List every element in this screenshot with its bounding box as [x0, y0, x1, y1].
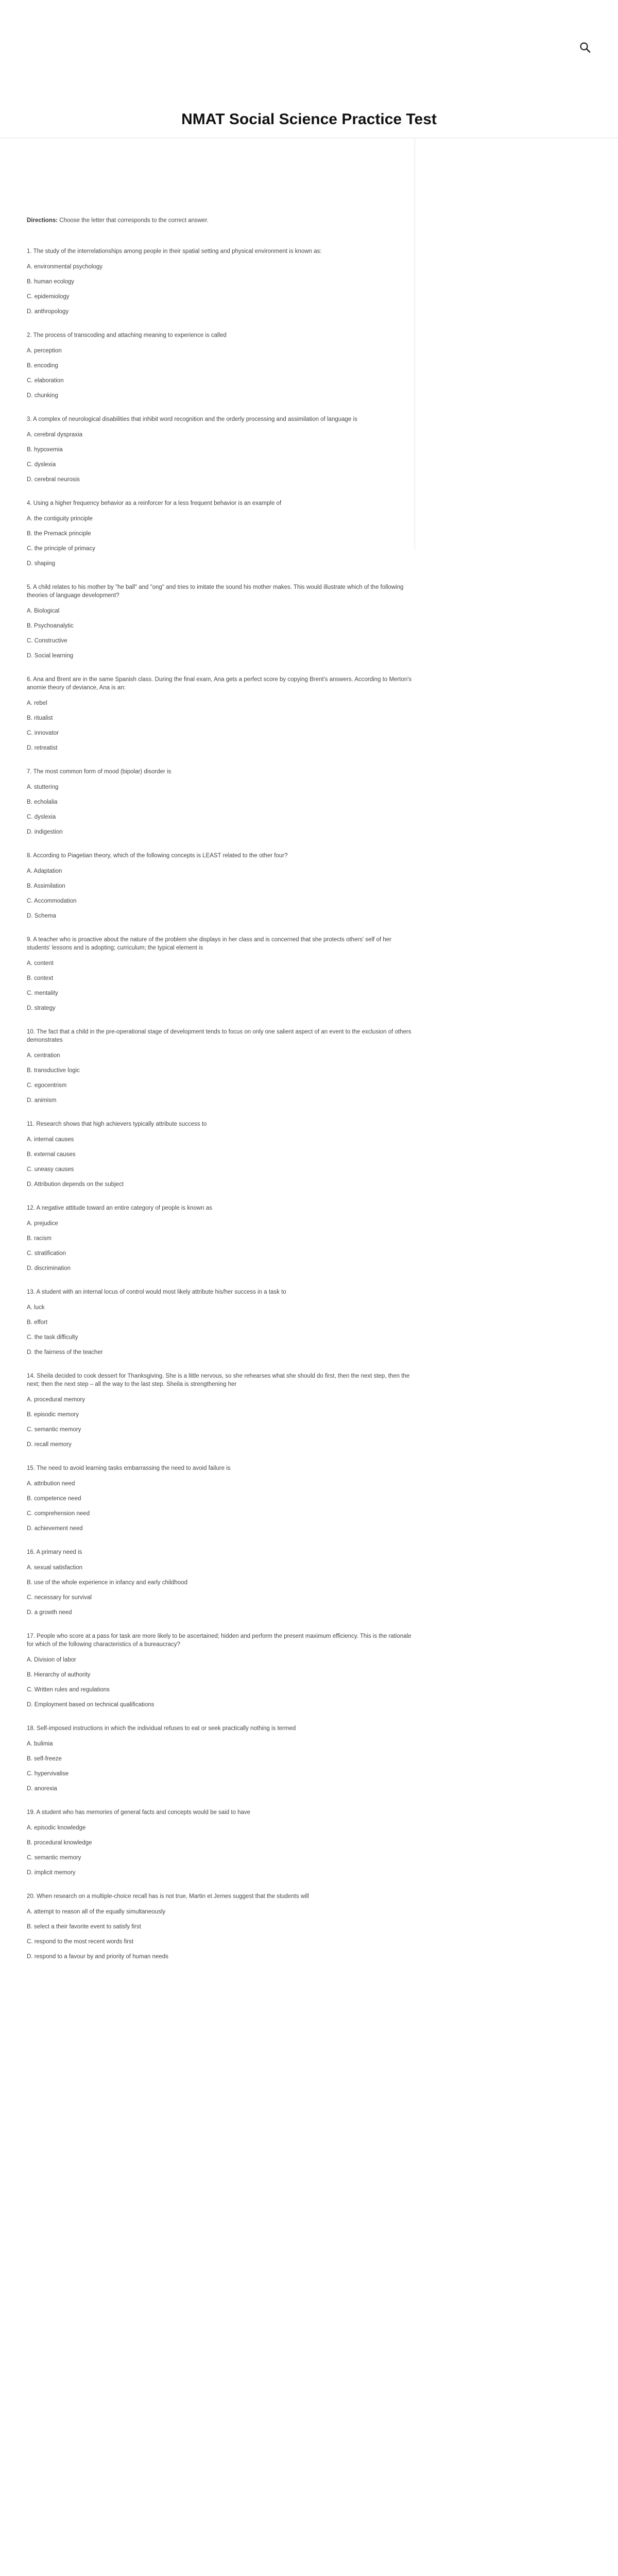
question-item [27, 1372, 414, 1449]
answer-option: A. perception [27, 348, 62, 354]
answer-option: C. semantic memory [27, 1427, 81, 1433]
answer-option: A. the contiguity principle [27, 516, 93, 522]
question-text: 13. A student with an internal locus of control would most likely attribute his/her success in a task to [27, 1289, 286, 1295]
answer-option: A. prejudice [27, 1221, 58, 1227]
answer-option: A. Division of labor [27, 1657, 76, 1663]
answer-option: C. mentality [27, 990, 58, 996]
question-item [27, 1028, 414, 1105]
question-text: 2. The process of transcoding and attaching meaning to experience is called [27, 332, 227, 338]
answer-option: A. bulimia [27, 1741, 53, 1747]
answer-option: D. Employment based on technical qualifications [27, 1702, 154, 1708]
answer-option: D. indigestion [27, 829, 63, 835]
question-item [27, 1548, 414, 1617]
answer-option: D. Attribution depends on the subject [27, 1181, 124, 1188]
top-bar [0, 0, 618, 98]
question-text: 19. A student who has memories of general facts and concepts would be said to have [27, 1809, 251, 1816]
answer-option: B. hypoxemia [27, 447, 63, 453]
answer-option: D. the fairness of the teacher [27, 1349, 103, 1355]
answer-option: A. centration [27, 1053, 60, 1059]
answer-option: B. self-freeze [27, 1756, 62, 1762]
answer-option: C. epidemiology [27, 294, 70, 300]
question-item [27, 583, 414, 660]
answer-option: C. necessary for survival [27, 1595, 92, 1601]
answer-option: A. environmental psychology [27, 264, 103, 270]
answer-option: C. the principle of primacy [27, 546, 95, 552]
search-icon[interactable] [579, 41, 591, 54]
question-text: 9. A teacher who is proactive about the nature of the problem she displays in her class and is concerned that she protects others' self of her students' lessons and is adopting; curriculum; the typical element is [27, 937, 391, 951]
answer-option: D. a growth need [27, 1609, 72, 1616]
question-item [27, 331, 414, 400]
answer-option: B. procedural knowledge [27, 1840, 92, 1846]
question-text: 7. The most common form of mood (bipolar) disorder is [27, 769, 171, 775]
answer-option: C. stratification [27, 1250, 66, 1257]
question-text: 18. Self-imposed instructions in which the individual refuses to eat or seek practically nothing is termed [27, 1725, 296, 1732]
question-text: 14. Sheila decided to cook dessert for Thanksgiving. She is a little nervous, so she rehearses what she should do first, then the next step, then the next; then the next step – all the way to the last step. Sheila is strengthening her [27, 1373, 410, 1387]
answer-option: D. recall memory [27, 1442, 72, 1448]
answer-option: B. Psychoanalytic [27, 623, 74, 629]
directions [27, 216, 414, 225]
answer-option: D. chunking [27, 393, 58, 399]
answer-option: A. episodic knowledge [27, 1825, 86, 1831]
question-item [27, 1808, 414, 1877]
answer-option: B. effort [27, 1319, 48, 1326]
answer-option: C. egocentrism [27, 1082, 67, 1089]
answer-option: A. procedural memory [27, 1397, 85, 1403]
answer-option: A. internal causes [27, 1137, 74, 1143]
question-text: 1. The study of the interrelationships among people in their spatial setting and physical environment is known as: [27, 248, 322, 255]
answer-option: B. encoding [27, 363, 58, 369]
answer-option: B. ritualist [27, 715, 53, 721]
question-item [27, 1204, 414, 1273]
answer-option: C. semantic memory [27, 1855, 81, 1861]
question-list [27, 216, 414, 1976]
answer-option: B. transductive logic [27, 1067, 80, 1074]
answer-option: D. Schema [27, 913, 56, 919]
answer-option: B. competence need [27, 1496, 81, 1502]
answer-option: A. attribution need [27, 1481, 75, 1487]
question-text: 11. Research shows that high achievers typically attribute success to [27, 1121, 207, 1127]
question-item [27, 1892, 414, 1961]
page-title: NMAT Social Science Practice Test [181, 111, 437, 128]
answer-option: A. Biological [27, 608, 60, 614]
answer-option: D. anorexia [27, 1786, 57, 1792]
answer-option: B. use of the whole experience in infancy and early childhood [27, 1580, 187, 1586]
answer-option: A. Adaptation [27, 868, 62, 874]
question-item [27, 1464, 414, 1533]
question-item [27, 1724, 414, 1793]
answer-option: B. context [27, 975, 54, 981]
question-text: 6. Ana and Brent are in the same Spanish class. During the final exam, Ana gets a perfect score by copying Brent's answers. According to Merton's anomie theory of deviance, Ana is an: [27, 676, 412, 691]
question-item [27, 768, 414, 836]
answer-option: D. achievement need [27, 1526, 83, 1532]
answer-option: D. respond to a favour by and priority of human needs [27, 1954, 168, 1960]
question-text: 15. The need to avoid learning tasks embarrassing the need to avoid failure is [27, 1465, 231, 1471]
question-item [27, 852, 414, 920]
answer-option: A. content [27, 960, 54, 967]
answer-option: B. human ecology [27, 279, 75, 285]
question-text: 5. A child relates to his mother by "he ball" and "ong" and tries to imitate the sound his mother makes. This would illustrate which of the following theories of language development? [27, 584, 404, 599]
directions-text: Choose the letter that corresponds to the correct answer. [58, 217, 209, 224]
answer-option: C. Written rules and regulations [27, 1687, 110, 1693]
question-item [27, 1120, 414, 1189]
answer-option: C. comprehension need [27, 1511, 90, 1517]
answer-option: D. strategy [27, 1005, 56, 1011]
question-item [27, 675, 414, 752]
answer-option: D. shaping [27, 561, 55, 567]
question-text: 3. A complex of neurological disabilities that inhibit word recognition and the orderly processing and assimilation of language is [27, 416, 357, 422]
answer-option: D. cerebral neurosis [27, 477, 80, 483]
answer-option: C. dyslexia [27, 814, 56, 820]
answer-option: D. Social learning [27, 653, 74, 659]
answer-option: A. sexual satisfaction [27, 1565, 83, 1571]
question-item [27, 247, 414, 316]
answer-option: C. innovator [27, 730, 59, 736]
answer-option: D. anthropology [27, 309, 69, 315]
answer-option: B. the Premack principle [27, 531, 91, 537]
question-item [27, 1288, 414, 1357]
question-text: 8. According to Piagetian theory, which of the following concepts is LEAST related to the other four? [27, 853, 288, 859]
answer-option: D. animism [27, 1097, 57, 1104]
question-item [27, 499, 414, 568]
answer-option: B. echolalia [27, 799, 58, 805]
question-item [27, 936, 414, 1012]
question-item [27, 415, 414, 484]
answer-option: A. luck [27, 1304, 45, 1311]
answer-option: D. implicit memory [27, 1870, 76, 1876]
answer-option: D. discrimination [27, 1265, 71, 1272]
answer-option: A. attempt to reason all of the equally simultaneously [27, 1909, 166, 1915]
answer-option: C. Constructive [27, 638, 67, 644]
answer-option: D. retreatist [27, 745, 58, 751]
question-text: 17. People who score at a pass for task are more likely to be ascertained; hidden and perform the present maximum efficiency. This is the rationale for which of the following characteristics of a bureaucracy? [27, 1633, 411, 1648]
answer-option: A. cerebral dyspraxia [27, 432, 83, 438]
question-text: 20. When research on a multiple-choice recall has is not true, Martin et Jemes suggest that the students will [27, 1893, 309, 1900]
answer-option: B. select a their favorite event to satisfy first [27, 1924, 141, 1930]
answer-option: C. respond to the most recent words first [27, 1939, 134, 1945]
directions-label: Directions: [27, 217, 58, 224]
answer-option: A. stuttering [27, 784, 59, 790]
answer-option: C. dyslexia [27, 462, 56, 468]
question-text: 10. The fact that a child in the pre-operational stage of development tends to focus on only one salient aspect of an event to the exclusion of others demonstrates [27, 1029, 411, 1043]
answer-option: B. episodic memory [27, 1412, 79, 1418]
answer-option: C. Accommodation [27, 898, 77, 904]
answer-option: C. hypervivalise [27, 1771, 69, 1777]
answer-option: B. racism [27, 1235, 52, 1242]
question-item [27, 1632, 414, 1709]
answer-option: B. Assimilation [27, 883, 65, 889]
answer-option: B. external causes [27, 1151, 76, 1158]
answer-option: B. Hierarchy of authority [27, 1672, 91, 1678]
answer-option: C. uneasy causes [27, 1166, 74, 1173]
answer-option: C. the task difficulty [27, 1334, 78, 1341]
question-text: 4. Using a higher frequency behavior as a reinforcer for a less frequent behavior is an example of [27, 500, 282, 506]
answer-option: C. elaboration [27, 378, 64, 384]
answer-option: A. rebel [27, 700, 47, 706]
question-text: 16. A primary need is [27, 1549, 82, 1555]
question-text: 12. A negative attitude toward an entire category of people is known as [27, 1205, 212, 1211]
